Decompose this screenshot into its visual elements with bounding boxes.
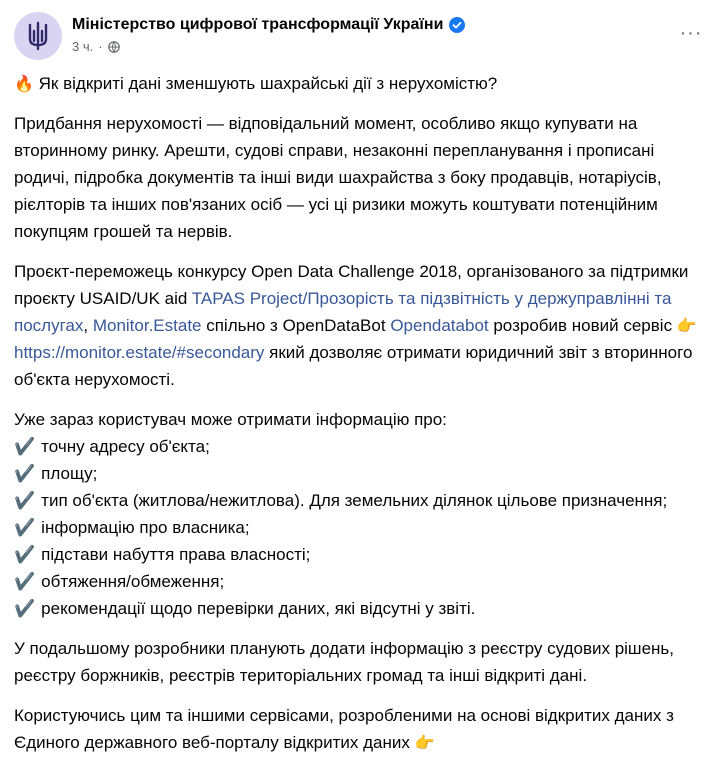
- post-meta: [72, 38, 120, 56]
- paragraph-3: У подальшому розробники планують додати інформацію з реєстру судових рішень, реєстру боржників, реєстрів територіальних громад та інші відкриті дані.: [14, 639, 674, 685]
- list-intro: Уже зараз користувач може отримати інформацію про:: [14, 410, 447, 429]
- page-name-row: [72, 14, 465, 36]
- post-title: [14, 70, 706, 97]
- list-item: [14, 595, 706, 622]
- list-item: [14, 433, 706, 460]
- globe-icon[interactable]: [108, 41, 120, 53]
- post-timestamp[interactable]: 3 ч.: [72, 39, 94, 54]
- pointing-hand-icon: 👉: [414, 735, 435, 752]
- fire-icon: 🔥: [14, 76, 34, 93]
- verified-badge-icon: [449, 17, 465, 33]
- checkmark-icon: ✔️: [14, 437, 36, 456]
- list-item: [14, 541, 706, 568]
- list-item-text: тип об'єкта (житлова/нежитлова). Для земельних ділянок цільове призначення;: [41, 491, 668, 510]
- meta-separator: ·: [98, 39, 103, 54]
- p2-text-d: розробив новий сервіс: [488, 316, 677, 335]
- pointing-hand-icon: 👉: [676, 318, 697, 335]
- list-item: [14, 487, 706, 514]
- list-item-text: площу;: [41, 464, 98, 483]
- paragraph-1: Придбання нерухомості — відповідальний момент, особливо якщо купувати на вторинному ринку. Арешти, судові справи, незаконні перепланування і прописані родичі, підробка документів та інші види шахрайства з боку продавців, нотаріусів, рієлторів та інших пов'язаних осіб — усі ці ризики можуть коштувати потенційним покупцям грошей та нервів.: [14, 114, 662, 241]
- page-name-link[interactable]: Міністерство цифрової трансформації України: [72, 16, 444, 33]
- checkmark-icon: ✔️: [14, 518, 36, 537]
- trident-icon: [25, 21, 51, 51]
- p2-text-e: який дозволяє отримати юридичний звіт з вторинного об'єкта нерухомості.: [14, 343, 693, 389]
- monitor-estate-link[interactable]: Monitor.Estate: [92, 316, 202, 335]
- list-item-text: точну адресу об'єкта;: [41, 437, 210, 456]
- p4-text: Користуючись цим та іншими сервісами, розробленими на основі відкритих даних з Єдиного державного веб-порталу відкритих даних: [14, 706, 674, 752]
- opendatabot-link[interactable]: Opendatabot: [390, 316, 489, 335]
- checkmark-icon: ✔️: [14, 464, 36, 483]
- checkmark-icon: ✔️: [14, 545, 36, 564]
- list-item: [14, 568, 706, 595]
- checkmark-icon: ✔️: [14, 599, 36, 618]
- post-body: [14, 70, 706, 769]
- p2-text-c: спільно з OpenDataBot: [201, 316, 391, 335]
- checkmark-icon: ✔️: [14, 491, 36, 510]
- paragraph-4: [14, 702, 706, 756]
- post-header: [14, 10, 705, 62]
- secondary-service-link[interactable]: https://monitor.estate/#secondary: [14, 343, 265, 362]
- p2-text-a: Проєкт-переможець конкурсу Open Data Challenge 2018, організованого за підтримки проєкту USAID/UK aid: [14, 262, 689, 308]
- more-options-button[interactable]: ···: [679, 21, 703, 44]
- post-title-text: Як відкриті дані зменшують шахрайські дії з нерухомістю?: [38, 74, 498, 93]
- features-list: [14, 406, 706, 622]
- list-item-text: обтяження/обмеження;: [41, 572, 225, 591]
- list-item-text: рекомендації щодо перевірки даних, які відсутні у звіті.: [41, 599, 476, 618]
- p2-text-b: ,: [83, 316, 93, 335]
- page-avatar[interactable]: [14, 12, 62, 60]
- list-item: [14, 460, 706, 487]
- list-item-text: підстави набуття права власності;: [41, 545, 311, 564]
- list-item: [14, 514, 706, 541]
- paragraph-2: [14, 258, 706, 393]
- list-item-text: інформацію про власника;: [41, 518, 250, 537]
- tapas-project-link[interactable]: TAPAS Project/Прозорість та підзвітність у держуправлінні та послугах: [14, 289, 672, 335]
- checkmark-icon: ✔️: [14, 572, 36, 591]
